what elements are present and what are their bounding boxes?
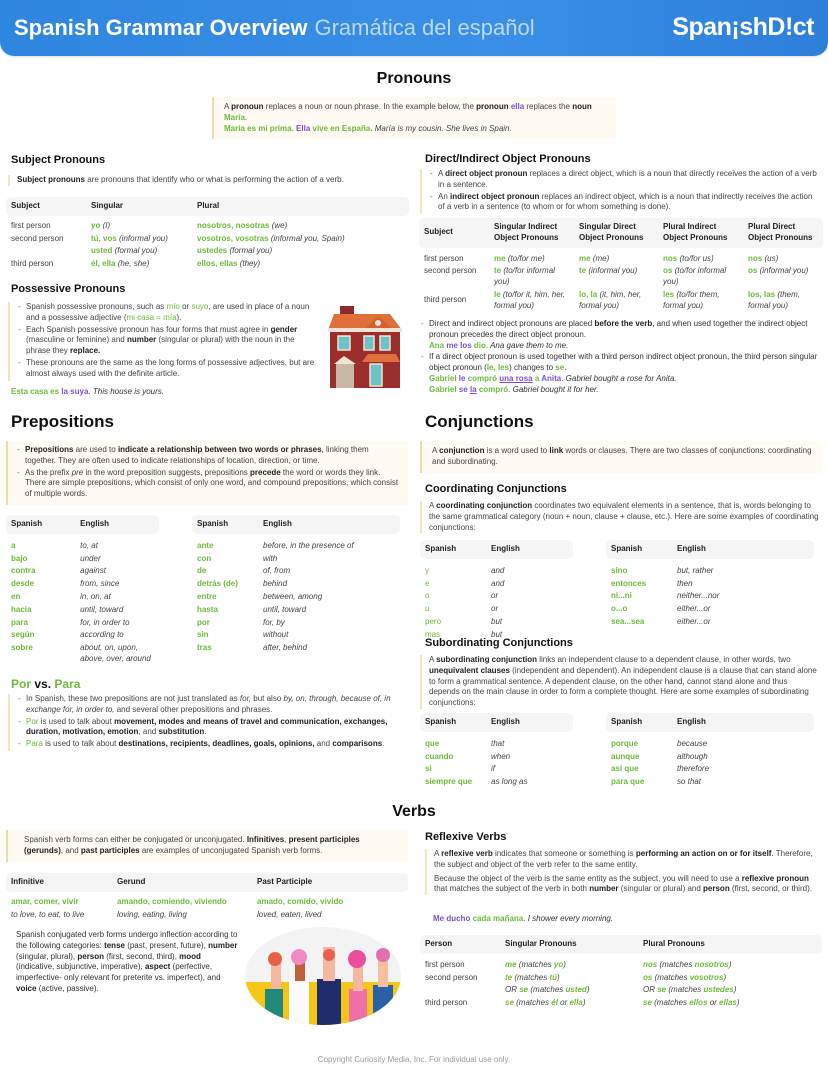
table-row: first person me (matches yo) nos (matches nosotros) — [425, 959, 732, 969]
coordinating-table-right: Spanish English sino but, rather entonces then ni...ni neither...nor o...o either...or sea...sea either...or — [606, 540, 814, 629]
table-row: cuando when — [425, 751, 511, 761]
table-row: third person se (matches él or ella) se (matches ellos or ellas) — [425, 998, 740, 1008]
possessive-example: Esta casa es la suya. This house is yours. — [11, 387, 165, 396]
table-row: de of, from — [197, 566, 291, 576]
possessive-pronouns-heading: Possessive Pronouns — [11, 283, 126, 295]
table-row: o...o either...or — [611, 604, 711, 614]
possessive-pronouns-list: - Spanish possessive pronouns, such as mío or suyo, are used in place of a noun and a possessive adjective (mi casa = mía). - Each Spanish possessive pronoun has four forms that must agree in gender (masculine or feminine) and number (singular or plural) with the noun in the phrase they replace. - These pronouns are the same as the long forms of possessive adjectives, but are almost always used with the definite article. — [8, 302, 318, 381]
reflexive-example: Me ducho cada mañana. I shower every morning. — [433, 914, 614, 923]
object-pronouns-rules: - Direct and indirect object pronouns are placed before the verb, and when used together the indirect object pronoun precedes the direct object pronoun. Ana me los dio. Ana gave them to me. - If a direct object pronoun is used together with a third person indirect object pronoun, the third person singular object pronoun (le, les) changes to se. Gabriel le compró una rosa a Anita. Gabriel bought a rose for Anita. Gabriel se la compró. Gabriel bought it for her. — [420, 319, 820, 397]
page-subtitle: Gramática del español — [314, 15, 535, 41]
table-row: first person yo (I) nosotros, nosotras (we) — [11, 220, 288, 230]
subject-pronouns-table: Subject Singular Plural first person yo (I) nosotros, nosotras (we) second person tú, vos (informal you) vosotros, vosotras (informal you, Spain) usted (formal you) ustedes (formal you) third person él, ella (he, she) ellos, ellas (they) — [6, 197, 409, 271]
table-row: sea...sea either...or — [611, 616, 711, 626]
subordinating-table-right: Spanish English porque because aunque although así que therefore para que so that — [606, 713, 814, 789]
reflexive-pronouns-table: Person Singular Pronouns Plural Pronouns first person me (matches yo) nos (matches nosotros) second person te (matches tú) os (matches vosotros) OR se (matches usted) OR se (matches ustedes) third person se (matches él or ella) se (matches ellos or ellas) — [420, 935, 822, 1010]
table-row: tras after, behind — [197, 643, 308, 653]
table-row: aunque although — [611, 751, 708, 761]
table-row: para for, in order to — [11, 617, 130, 627]
por-vs-para-heading: Por vs. Para — [11, 677, 81, 691]
coordinating-desc: A coordinating conjunction coordinates two equivalent elements in a sentence, that is, words belonging to the same grammatical category (noun + noun, clause + clause, etc.). Here are some examples of coordinating conjunctions: — [420, 501, 820, 533]
copyright-footer: Copyright Curiosity Media, Inc. For individual use only. — [317, 1055, 511, 1064]
pronouns-intro: A pronoun replaces a noun or noun phrase. In the example below, the pronoun ella replaces the noun María. María es mi prima. Ella vive en España. María is my cousin. She lives in Spain. — [212, 97, 616, 139]
table-row: pero but — [425, 616, 503, 626]
table-row: second person te (to/for informal you) te (informal you) os (to/for informal you) os (informal you) — [424, 266, 809, 287]
table-row: sobre about, on, upon, above, over, around — [11, 643, 151, 663]
raised-hands-illustration — [245, 927, 401, 1025]
table-row: entonces then — [611, 578, 693, 588]
object-pronouns-defs: - A direct object pronoun replaces a direct object, which is a noun that directly receives the action of a verb in a sentence. - An indirect object pronoun replaces an indirect object, which is a noun that indirectly receives the action of a verb in a sentence (to whom or for whom something is done). — [420, 169, 820, 214]
verbs-heading: Verbs — [392, 803, 436, 820]
table-row: OR se (matches usted) OR se (matches ustedes) — [505, 985, 737, 995]
table-row: sino but, rather — [611, 565, 714, 575]
subject-pronouns-desc: Subject pronouns are pronouns that identify who or what is performing the action of a verb. — [8, 175, 408, 186]
conjunctions-intro: A conjunction is a word used to link words or clauses. There are two classes of conjunctions: coordinating and subordinating. — [420, 441, 822, 473]
prepositions-intro: - Prepositions are used to indicate a relationship between two words or phrases, linking them together. They are often used to indicate relationships of location, direction, or time. - As the prefix pre in the word preposition suggests, prepositions precede the word or words they link. There are simple prepositions, which consist of only one word, and compound prepositions, which consist of multiple words. — [6, 441, 408, 505]
table-row: a to, at — [11, 540, 98, 550]
spanishdict-logo: Span¡shD!ct — [672, 13, 814, 42]
table-row: entre between, among — [197, 591, 323, 601]
coordinating-table-left: Spanish English y and e and o or u or pero but mas but — [420, 540, 573, 642]
table-row: e and — [425, 578, 505, 588]
prepositions-table-right: Spanish English ante before, in the presence of con with de of, from detrás (de) behind entre between, among hasta until, toward por for, by sin without tras after, behind — [192, 515, 400, 655]
table-row: hasta until, toward — [197, 604, 307, 614]
table-row: por for, by — [197, 617, 285, 627]
subordinating-desc: A subordinating conjunction links an independent clause to a dependent clause, in other words, two unequivalent clauses (independent and dependent). An independent clause is a clause that can stand alone to form a grammatical sentence. A dependent clause, on the other hand, cannot stand alone and thus depends on the main clause in order to form a complete thought. Here are some examples of subordinating conjunctions: — [420, 655, 820, 709]
table-row: hacia until, toward — [11, 604, 124, 614]
table-row: así que therefore — [611, 764, 710, 774]
table-row: según according to — [11, 630, 124, 640]
table-row: third person le (to/for it, him, her, formal you) lo, la (it, him, her, formal you) les (to/for them, formal you) los, las (them, formal you) — [424, 289, 801, 310]
subject-pronouns-heading: Subject Pronouns — [11, 154, 106, 166]
coordinating-heading: Coordinating Conjunctions — [425, 483, 567, 495]
table-row: para que so that — [611, 777, 702, 787]
table-row: second person te (matches tú) os (matches vosotros) — [425, 972, 727, 982]
table-row: ni...ni neither...nor — [611, 591, 720, 601]
house-illustration — [326, 300, 404, 390]
table-row: siempre que as long as — [425, 777, 528, 787]
reflexive-verbs-desc: A reflexive verb indicates that someone or something is performing an action on or for itself. Therefore, the subject and object of the verb refer to the same entity. Because the object of the verb is the same entity as the subject, you will need to use a reflexive pronoun that matches the subject of the verb in both number (singular or plural) and person (first, second, or third). — [425, 849, 820, 895]
object-pronouns-heading: Direct/Indirect Object Pronouns — [425, 153, 591, 165]
table-row: con with — [197, 553, 278, 563]
verb-inflection-text: Spanish conjugated verb forms undergo inflection according to the following categories: tense (past, present, future), number (singular, plural), person (first, second, third), mood (indicative, subjunctive, imperative), aspect (perfective, imperfective- only relevant for preterite vs. imperfect), and voice (active, passive). — [16, 930, 238, 993]
reflexive-verbs-heading: Reflexive Verbs — [425, 831, 507, 843]
prepositions-heading: Prepositions — [11, 412, 114, 431]
conjunctions-heading: Conjunctions — [425, 412, 534, 431]
verb-forms-table: Infinitive Gerund Past Participle amar, comer, vivir amando, comiendo, viviendo amado, comido, vivido to love, to eat, to live loving, eating, living loved, eaten, lived — [6, 873, 408, 921]
table-row: contra against — [11, 566, 106, 576]
object-pronouns-table: Subject Singular Indirect Object Pronouns Singular Direct Object Pronouns Plural Indirect Object Pronouns Plural Direct Object Pronouns first person me (to/for me) me (me) nos (to/for us) nos (us) second person te (to/for informal you) te (informal you) os (to/for informal you) os (informal you) third person le (to/for it, him, her, formal you) lo, la (it, him, her, formal you) les (to/for them, formal you) los, las (them, formal you) — [419, 218, 823, 313]
table-row: mas but — [425, 629, 503, 639]
prepositions-table-left: Spanish English a to, at bajo under contra against desde from, since en in, on, at hacia until, toward para for, in order to según according to sobre about, on, upon, above, over, around — [6, 515, 159, 666]
table-row: porque because — [611, 738, 708, 748]
page-header — [0, 0, 828, 56]
subordinating-heading: Subordinating Conjunctions — [425, 637, 573, 649]
table-row: u or — [425, 604, 499, 614]
table-row: y and — [425, 565, 505, 575]
table-row: si if — [425, 764, 495, 774]
table-row: usted (formal you) ustedes (formal you) — [91, 246, 273, 256]
table-row: sin without — [197, 630, 289, 640]
table-row: amar, comer, vivir amando, comiendo, viviendo amado, comido, vivido — [11, 896, 344, 906]
pronouns-heading: Pronouns — [376, 70, 452, 87]
table-row: ante before, in the presence of — [197, 540, 354, 550]
table-row: first person me (to/for me) me (me) nos (to/for us) nos (us) — [424, 253, 779, 263]
table-row: detrás (de) behind — [197, 579, 288, 589]
table-row: second person tú, vos (informal you) vosotros, vosotras (informal you, Spain) — [11, 233, 345, 243]
table-row: o or — [425, 591, 499, 601]
table-row: desde from, since — [11, 579, 120, 589]
por-vs-para-list: - In Spanish, these two prepositions are not just translated as for, but also by, on, through, because of, in exchange for, in order to, and several other prepositions and phrases. - Por is used to talk about movement, modes and means of travel and communication, exchanges, duration, motivation, emotion, and substitution. - Para is used to talk about destinations, recipients, deadlines, goals, opinions, and comparisons. — [8, 694, 406, 751]
table-row: bajo under — [11, 553, 101, 563]
verbs-intro: Spanish verb forms can either be conjugated or unconjugated. Infinitives, present participles (gerunds), and past participles are examples of unconjugated Spanish verb forms. — [6, 830, 408, 862]
table-row: que that — [425, 738, 505, 748]
table-row: to love, to eat, to live loving, eating, living loved, eaten, lived — [11, 909, 322, 919]
page-title: Spanish Grammar Overview — [14, 15, 308, 41]
table-row: en in, on, at — [11, 591, 111, 601]
table-row: third person él, ella (he, she) ellos, ellas (they) — [11, 259, 261, 269]
subordinating-table-left: Spanish English que that cuando when si if siempre que as long as — [420, 713, 573, 789]
